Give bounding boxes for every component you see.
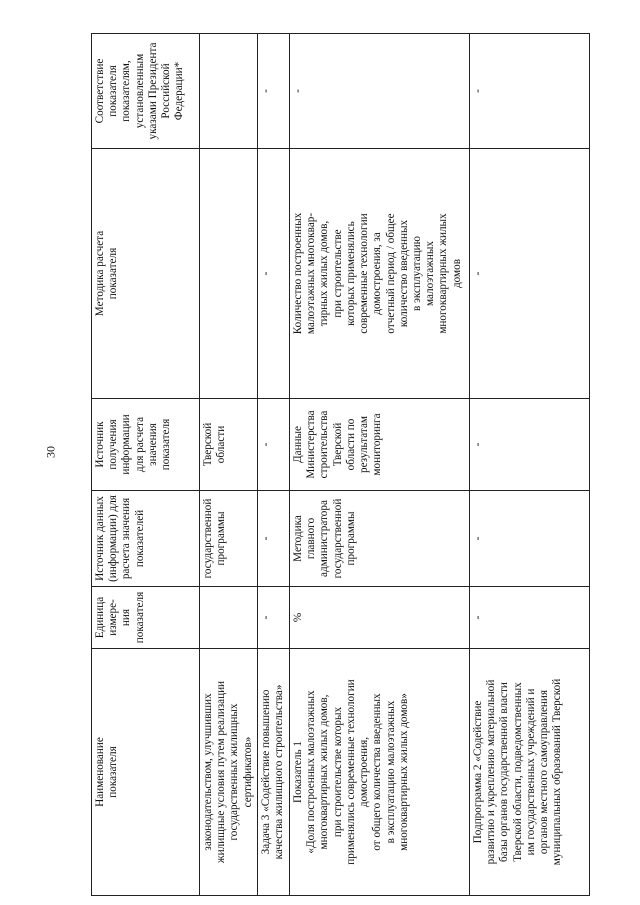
rotated-page [91,34,589,896]
cell-name: Задача 3 «Содействие повышению качества жилищного строительства» [258,649,290,896]
table-row [258,34,290,896]
cell-method: - [258,149,290,399]
cell-data-source: - [258,491,290,587]
table-header-row [92,34,200,896]
cell-unit: - [258,587,290,649]
cell-name: Подпрограмма 2 «Содействие развитию и укреплению материальной базы органов государственной власти Тверской области, подведомственных им государственных учреждений и органов местного самоуправления муниципальных образований Тверской [470,649,590,896]
header-method: Методика расчета показателя [92,149,200,399]
cell-info-source: Тверской области [200,399,258,491]
header-data-source: Источник данных (информации) для расчета значения показателей [92,491,200,587]
cell-info-source: Данные Министерства строительства Тверской области по результатам мониторинга [290,399,470,491]
cell-data-source: - [470,491,590,587]
cell-data-source: Методика главного администратора государственной программы [290,491,470,587]
cell-name: законодательством, улучшивших жилищные условия путем реализации государственных жилищных сертификатов» [200,649,258,896]
cell-unit: - [470,587,590,649]
cell-info-source: - [258,399,290,491]
cell-compliance: - [290,34,470,149]
table-row [470,34,590,896]
header-unit: Единица измере- ния показателя [92,587,200,649]
table-row [290,34,470,896]
header-compliance: Соответствие показателя показателям, установленным указами Президента Российской Федерации* [92,34,200,149]
cell-method: Количество построенных малоэтажных многоквар- тирных жилых домов, при строительстве которых применялись современные технологии домостроения, за отчетный период / общее количество введенных в эксплуатацию малоэтажных многоквартирных жилых домов [290,149,470,399]
cell-method [200,149,258,399]
cell-method: - [470,149,590,399]
header-name: Наименование показателя [92,649,200,896]
cell-unit [200,587,258,649]
indicators-table [91,33,590,896]
cell-data-source: государственной программы [200,491,258,587]
cell-compliance [200,34,258,149]
table-row [200,34,258,896]
cell-compliance: - [258,34,290,149]
header-info-source: Источник получения информации для расчета значения показателя [92,399,200,491]
cell-compliance: - [470,34,590,149]
cell-unit: % [290,587,470,649]
cell-name: Показатель 1 «Доля построенных малоэтажных многоквартирных жилых домов, при строительстве которых применялись современные технологии домостроения, от общего количества введенных в эксплуатацию малоэтажных многоквартирных жилых домов» [290,649,470,896]
page-number: 30 [43,446,58,458]
cell-info-source: - [470,399,590,491]
